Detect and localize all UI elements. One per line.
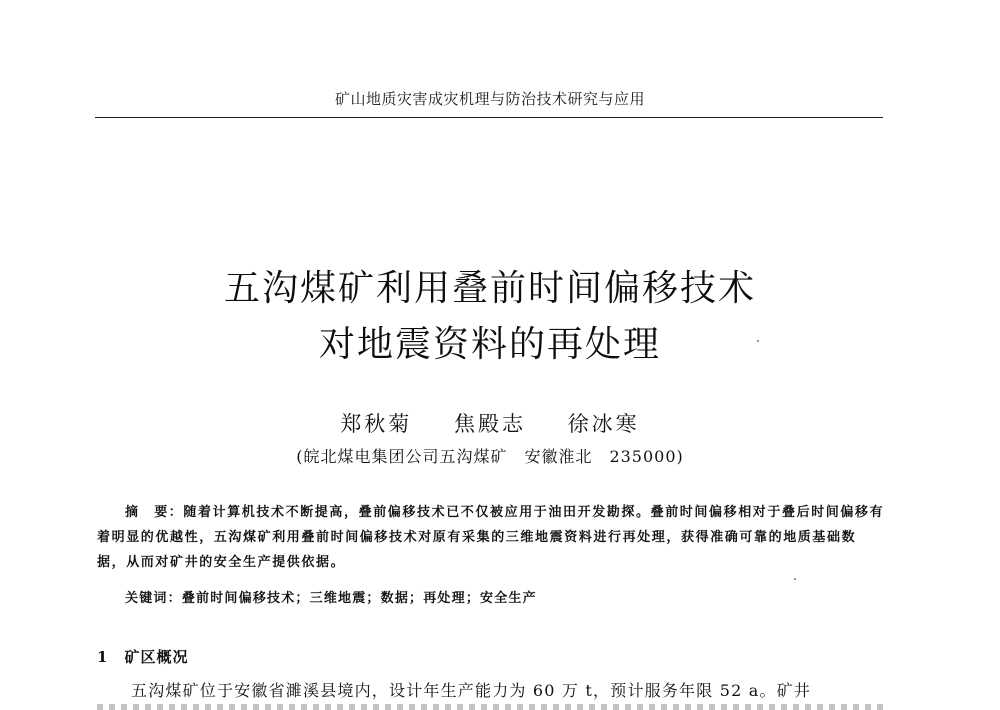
section-number: 1 (97, 648, 109, 666)
author-list (0, 408, 980, 438)
scan-speck (794, 578, 796, 580)
paper-title-line-2: 对地震资料的再处理 (318, 324, 661, 365)
author-affiliation: (皖北煤电集团公司五沟煤矿 安徽淮北 235000) (296, 447, 684, 466)
keywords-block (125, 589, 885, 609)
author-name: 徐冰寒 (567, 412, 640, 436)
author-name: 焦殿志 (454, 412, 526, 436)
keywords-text: 叠前时间偏移技术；三维地震；数据；再处理；安全生产 (181, 591, 537, 606)
truncated-text-line (97, 704, 885, 710)
abstract-block (97, 500, 885, 575)
abstract-label: 摘 要： (125, 505, 184, 520)
paper-title-line-1: 五沟煤矿利用叠前时间偏移技术 (223, 268, 756, 309)
running-header: 矿山地质灾害成灾机理与防治技术研究与应用 (334, 90, 645, 108)
keywords-label: 关键词： (125, 591, 182, 606)
author-name: 郑秋菊 (340, 412, 413, 436)
paragraph-text: 五沟煤矿位于安徽省濉溪县境内，设计年生产能力为 60 万 t，预计服务年限 52 a。矿井 (131, 681, 812, 700)
section-title: 矿区概况 (124, 648, 189, 666)
scan-speck (757, 340, 759, 342)
header-rule (95, 117, 883, 118)
abstract-text: 随着计算机技术不断提高，叠前偏移技术已不仅被应用于油田开发勘探。叠前时间偏移相对于叠后时间偏移有着明显的优越性，五沟煤矿利用叠前时间偏移技术对原有采集的三维地震资料进行再处理，获得准确可靠的地质基础数据，从而对矿井的安全生产提供依据。 (97, 505, 885, 570)
body-paragraph (97, 676, 885, 706)
section-heading (97, 646, 188, 667)
